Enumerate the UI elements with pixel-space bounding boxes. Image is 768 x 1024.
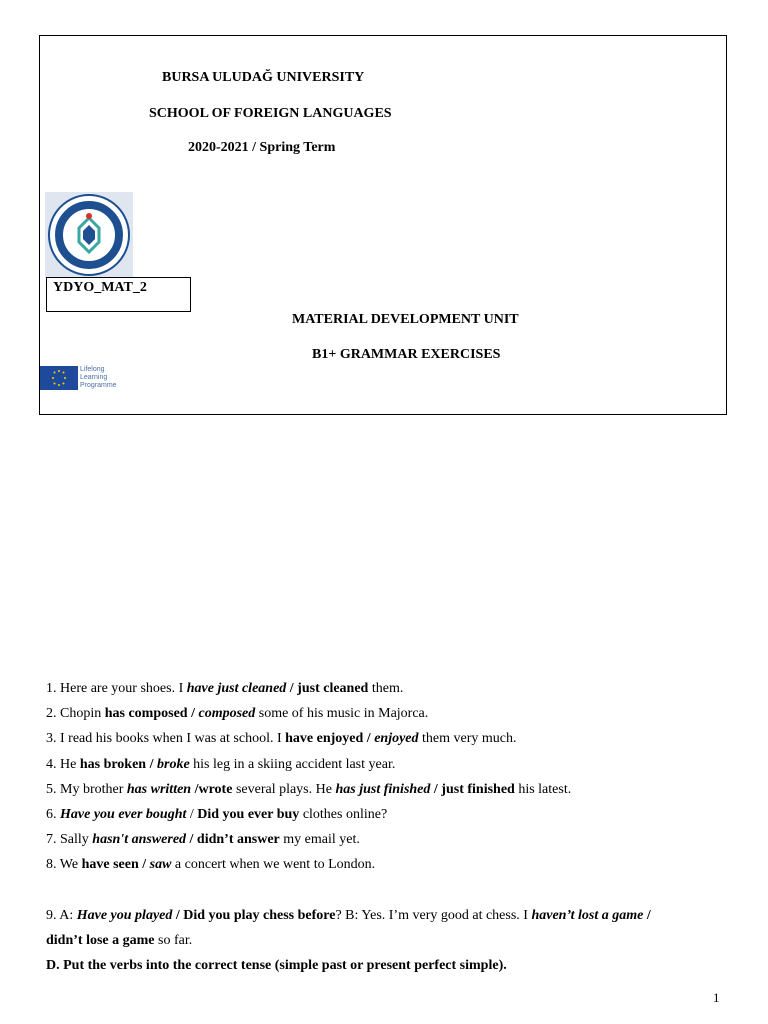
text-segment: my email yet. (279, 832, 360, 848)
exercise-item-3 (46, 726, 736, 751)
text-segment: has broken (79, 756, 147, 772)
text-segment: / (363, 731, 375, 747)
text-segment: didn’t lose a game (46, 932, 155, 948)
exercise-items (46, 676, 736, 878)
exercise-item-6 (46, 802, 736, 827)
text-segment: have enjoyed (285, 731, 364, 747)
university-seal-icon (45, 192, 133, 278)
text-segment: enjoyed (374, 731, 419, 747)
text-segment: several plays. He (232, 781, 336, 797)
text-segment: / (430, 781, 442, 797)
text-segment: Did you play chess before (183, 907, 336, 923)
exercise-item-7 (46, 827, 736, 852)
text-segment: / (172, 907, 184, 923)
text-segment: 2. Chopin (46, 706, 105, 722)
text-segment: has composed (104, 706, 188, 722)
exercise-9-line-2 (46, 928, 736, 953)
section-d-heading: D. Put the verbs into the correct tense (simple past or present perfect simple). (46, 958, 507, 974)
text-segment: ? B: Yes. I’m very good at chess. I (335, 907, 532, 923)
text-segment: haven’t lost a game (531, 907, 644, 923)
school-name: SCHOOL OF FOREIGN LANGUAGES (149, 106, 392, 121)
text-segment: a concert when we went to London. (171, 857, 376, 873)
text-segment: 8. We (46, 857, 82, 873)
text-segment: has just finished (335, 781, 431, 797)
text-segment: / (191, 781, 199, 797)
text-segment: / (186, 832, 197, 848)
lifelong-learning-logo (40, 366, 130, 390)
university-name: BURSA ULUDAĞ UNIVERSITY (162, 70, 365, 85)
text-segment: composed (198, 706, 256, 722)
text-segment: / (643, 907, 651, 923)
text-segment: 6. (46, 807, 60, 823)
text-segment: them. (368, 681, 404, 696)
text-segment: / (146, 756, 157, 772)
text-segment: broke (157, 756, 190, 772)
text-segment: has written (126, 781, 192, 797)
eu-flag-icon (40, 366, 78, 390)
text-segment: his latest. (514, 781, 572, 797)
page-number: 1 (713, 990, 720, 1005)
text-segment: Have you played (76, 907, 173, 923)
text-segment: clothes online? (299, 807, 388, 823)
text-segment: 9. A: (46, 907, 77, 923)
exercise-9-line-1 (46, 903, 736, 928)
exercise-item-5 (46, 777, 736, 802)
text-segment: / (138, 857, 150, 873)
text-segment: have seen (81, 857, 139, 873)
university-logo (45, 192, 133, 278)
exercise-list (46, 676, 736, 978)
text-segment: / (286, 681, 298, 696)
exercise-item-2 (46, 701, 736, 726)
text-segment: his leg in a skiing accident last year. (189, 756, 396, 772)
text-segment: wrote (198, 781, 233, 797)
text-segment: 5. My brother (46, 781, 127, 797)
exercise-item-8 (46, 852, 736, 877)
exercise-title: B1+ GRAMMAR EXERCISES (312, 347, 501, 362)
text-segment: Did you ever buy (197, 807, 300, 823)
term-label: 2020-2021 / Spring Term (188, 140, 336, 155)
text-segment: 3. I read his books when I was at school. I (46, 731, 286, 747)
text-segment: didn’t answer (196, 832, 280, 848)
exercise-item-1 (46, 676, 736, 701)
text-segment: 4. He (46, 756, 80, 772)
text-segment: Have you ever bought (60, 807, 187, 823)
text-segment: 1. Here are your shoes. I (46, 681, 187, 696)
document-code: YDYO_MAT_2 (46, 277, 191, 312)
text-segment: just cleaned (297, 681, 369, 696)
text-segment: so far. (154, 932, 193, 948)
text-segment: have just cleaned (186, 681, 287, 696)
llp-text: Lifelong Learning Programme (80, 366, 117, 389)
text-segment: / (187, 706, 199, 722)
unit-name: MATERIAL DEVELOPMENT UNIT (292, 312, 519, 327)
text-segment: them very much. (418, 731, 517, 747)
exercise-9 (46, 903, 736, 953)
text-segment: some of his music in Majorca. (255, 706, 429, 722)
text-segment: hasn't answered (92, 832, 187, 848)
document-header (39, 35, 727, 415)
text-segment: / (186, 807, 198, 823)
text-segment: 7. Sally (46, 832, 93, 848)
text-segment: just finished (441, 781, 515, 797)
exercise-item-4 (46, 752, 736, 777)
text-segment: saw (149, 857, 172, 873)
